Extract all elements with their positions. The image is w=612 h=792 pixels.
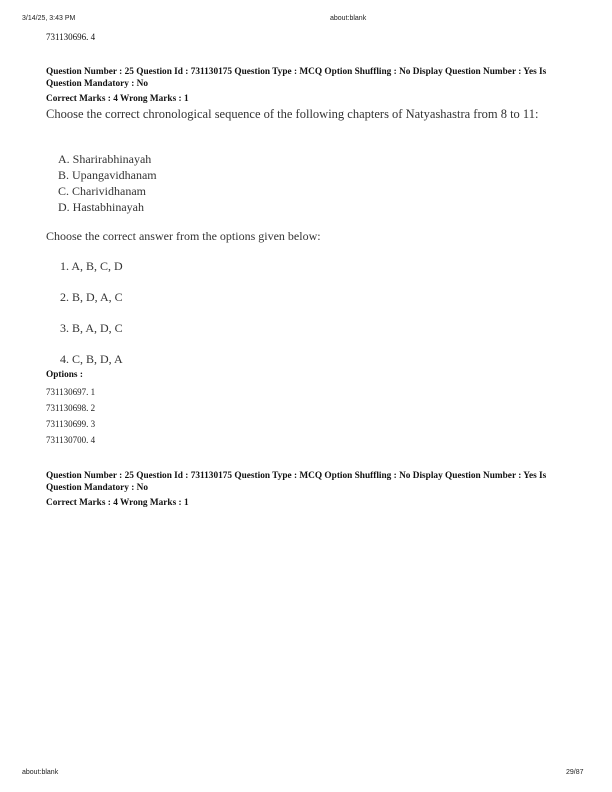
next-question-meta: Question Number : 25 Question Id : 731130175 Question Type : MCQ Option Shuffling : No Display Question Number : Yes Is Question Mandatory : No xyxy=(46,471,547,493)
answer-choice: 1. A, B, C, D xyxy=(60,259,123,273)
question-marks: Correct Marks : 4 Wrong Marks : 1 xyxy=(46,94,189,104)
question-text: Choose the correct chronological sequence of the following chapters of Natyashastra from 8 to 11: xyxy=(46,107,539,121)
print-datetime: 3/14/25, 3:43 PM xyxy=(22,15,76,22)
option-id: 731130698. 2 xyxy=(46,403,96,413)
answer-choice: 4. C, B, D, A xyxy=(60,352,123,366)
options-label: Options : xyxy=(46,370,83,380)
statement-item: A. Sharirabhinayah xyxy=(58,152,152,166)
question-meta: Question Number : 25 Question Id : 731130175 Question Type : MCQ Option Shuffling : No Display Question Number : Yes Is Question Mandatory : No xyxy=(46,67,547,89)
print-url: about:blank xyxy=(330,15,367,22)
page-number: 29/87 xyxy=(566,769,584,776)
footer-url: about:blank xyxy=(22,769,59,776)
answer-prompt: Choose the correct answer from the options given below: xyxy=(46,229,321,243)
option-id: 731130696. 4 xyxy=(46,32,96,42)
statement-item: D. Hastabhinayah xyxy=(58,200,144,214)
option-id: 731130700. 4 xyxy=(46,435,96,445)
statement-item: B. Upangavidhanam xyxy=(58,168,157,182)
option-id: 731130699. 3 xyxy=(46,419,96,429)
answer-choice: 3. B, A, D, C xyxy=(60,321,123,335)
answer-choice: 2. B, D, A, C xyxy=(60,290,123,304)
statement-item: C. Charividhanam xyxy=(58,184,146,198)
next-question-marks: Correct Marks : 4 Wrong Marks : 1 xyxy=(46,498,189,508)
option-id: 731130697. 1 xyxy=(46,387,96,397)
